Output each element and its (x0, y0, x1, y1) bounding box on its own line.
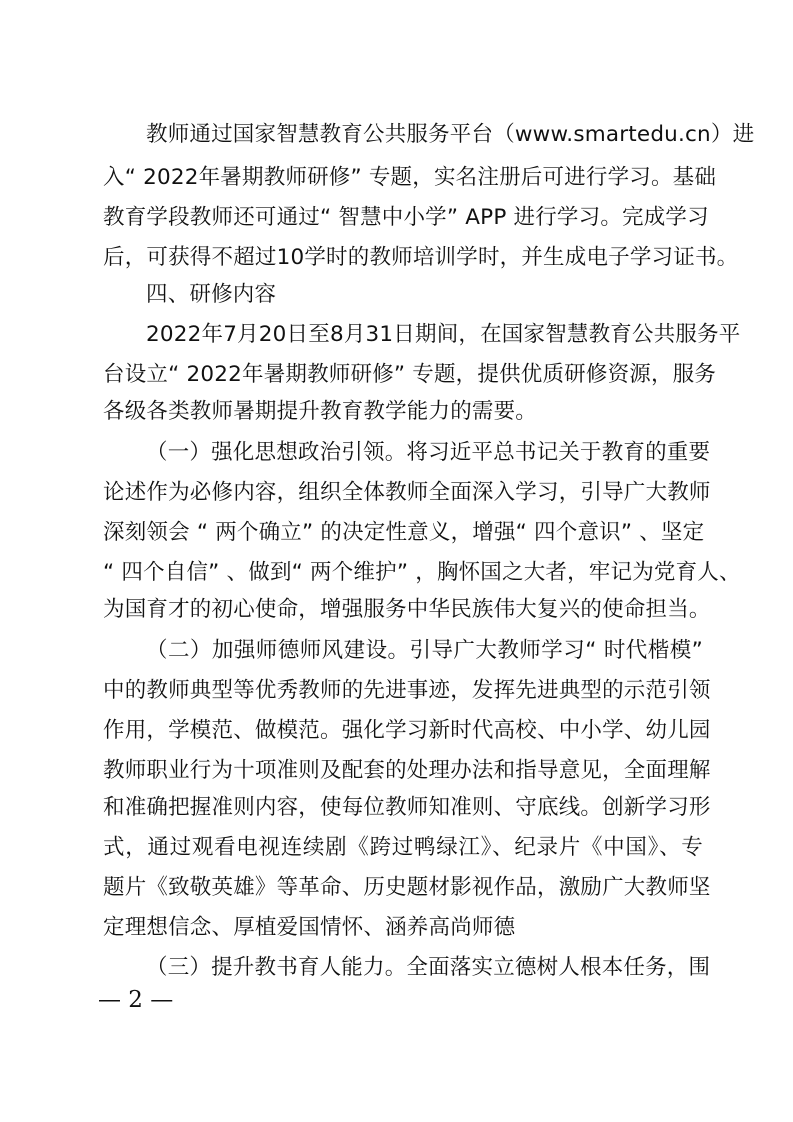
section-heading: 四、研修内容 (146, 282, 277, 307)
page-number: — 2 — (98, 987, 174, 1013)
text-line: （三）提升教书育人能力。全面落实立德树人根本任务，围 (146, 955, 711, 980)
text-line: 定理想信念、厚植爱国情怀、涵养高尚师德 (103, 915, 516, 940)
text-line: 各级各类教师暑期提升教育教学能力的需要。 (103, 399, 538, 424)
text-line: 式，通过观看电视连续剧《跨过鸭绿江》、纪录片《中国》、专 (103, 835, 703, 860)
text-line: （二）加强师德师风建设。引导广大教师学习“ 时代楷模” (146, 638, 703, 663)
text-line: 中的教师典型等优秀教师的先进事迹，发挥先进典型的示范引领 (103, 678, 711, 703)
text-line: 教师职业行为十项准则及配套的处理办法和指导意见，全面理解 (103, 758, 711, 783)
text-line: “ 四个自信” 、做到“ 两个维护” ，胸怀国之大者，牢记为党育人、 (103, 560, 741, 585)
text-line: 深刻领会 “ 两个确立” 的决定性意义，增强“ 四个意识” 、坚定 (103, 520, 705, 545)
text-line: 2022年7月20日至8月31日期间，在国家智慧教育公共服务平 (146, 322, 741, 347)
text-line: 教育学段教师还可通过“ 智慧中小学” APP 进行学习。完成学习 (103, 205, 709, 230)
text-line: （一）强化思想政治引领。将习近平总书记关于教育的重要 (146, 440, 711, 465)
text-line: 教师通过国家智慧教育公共服务平台（www.smartedu.cn）进 (146, 122, 755, 147)
text-line: 论述作为必修内容，组织全体教师全面深入学习，引导广大教师 (103, 480, 711, 505)
text-line: 和准确把握准则内容，使每位教师知准则、守底线。创新学习形 (103, 795, 711, 820)
text-line: 入“ 2022年暑期教师研修” 专题，实名注册后可进行学习。基础 (103, 165, 717, 190)
text-line: 作用，学模范、做模范。强化学习新时代高校、中小学、幼儿园 (103, 718, 711, 743)
text-line: 为国育才的初心使命，增强服务中华民族伟大复兴的使命担当。 (103, 597, 711, 622)
text-line: 后，可获得不超过10学时的教师培训学时，并生成电子学习证书。 (103, 245, 739, 270)
text-line: 台设立“ 2022年暑期教师研修” 专题，提供优质研修资源，服务 (103, 362, 717, 387)
text-line: 题片《致敬英雄》等革命、历史题材影视作品，激励广大教师坚 (103, 875, 711, 900)
